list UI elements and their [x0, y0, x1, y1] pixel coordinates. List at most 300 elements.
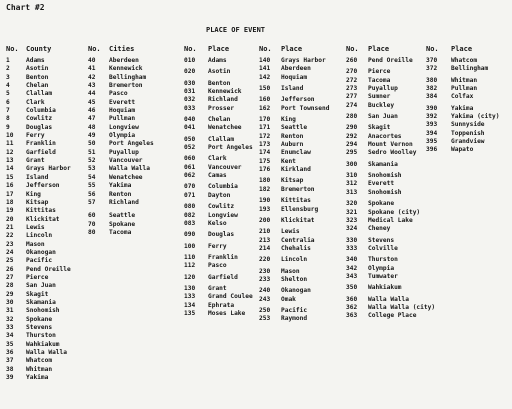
- entry-name: Chehalis: [281, 244, 311, 252]
- entry-number: 300: [346, 160, 358, 168]
- entry-number: 032: [184, 96, 196, 104]
- list-row: [346, 57, 435, 65]
- entry-number: 21: [6, 223, 14, 231]
- entry-number: 213: [259, 236, 271, 244]
- list-row: [88, 99, 154, 107]
- entry-number: 17: [6, 190, 14, 198]
- list-row: [88, 229, 154, 237]
- entry-name: Kennewick: [109, 65, 143, 73]
- list-row: [6, 307, 71, 315]
- entry-name: Renton: [281, 132, 304, 140]
- entry-number: 193: [259, 205, 271, 213]
- entry-name: Kitsap: [281, 177, 304, 185]
- entry-number: 370: [426, 57, 438, 64]
- list-row: [259, 74, 329, 82]
- header-no-county: No.: [6, 45, 19, 53]
- entry-name: Whitman: [26, 365, 53, 373]
- list-row: [346, 189, 435, 197]
- entry-number: 3: [6, 73, 10, 81]
- entry-name: Spokane: [109, 220, 136, 228]
- entry-name: Stevens: [26, 324, 53, 331]
- entry-name: Longview: [208, 211, 238, 219]
- entry-name: Thurston: [26, 332, 56, 340]
- list-row: [6, 65, 71, 73]
- list-row: [88, 132, 154, 140]
- entry-name: Hoquiam: [109, 107, 136, 115]
- entry-number: 340: [346, 256, 358, 264]
- list-row: [259, 217, 329, 225]
- entry-name: Chelan: [26, 82, 49, 90]
- entry-number: 23: [6, 240, 14, 248]
- list-row: [88, 174, 154, 182]
- entry-name: Cowlitz: [26, 115, 53, 123]
- header-no-cities: No.: [88, 45, 101, 53]
- entry-name: Toppenish: [451, 129, 485, 137]
- entry-number: 37: [6, 357, 14, 365]
- list-row: [346, 124, 435, 132]
- list-row: [184, 220, 253, 228]
- list-row: [346, 265, 435, 273]
- list-row: [88, 74, 154, 82]
- list-row: [259, 65, 329, 73]
- entry-name: Pend Oreille: [26, 265, 71, 273]
- entry-name: Pierce: [368, 68, 391, 76]
- list-row: [88, 182, 154, 190]
- entry-name: Grays Harbor: [26, 165, 71, 173]
- list-row: [6, 374, 71, 382]
- cities-list: [88, 57, 154, 237]
- entry-name: Pend Oreille: [368, 57, 413, 64]
- list-row: [6, 274, 71, 282]
- entry-number: 29: [6, 290, 14, 298]
- list-row: [346, 93, 435, 101]
- entry-number: 30: [6, 298, 14, 306]
- entry-number: 323: [346, 216, 358, 224]
- entry-name: Snohomish: [26, 307, 60, 315]
- list-row: [259, 228, 329, 236]
- list-row: [259, 141, 329, 149]
- entry-name: Sunnyside: [451, 121, 485, 129]
- entry-number: 173: [259, 141, 271, 149]
- entry-number: 060: [184, 155, 196, 163]
- header-place-2: Place: [281, 45, 303, 53]
- entry-number: 030: [184, 79, 196, 87]
- entry-name: Renton: [109, 190, 132, 198]
- list-row: [259, 124, 329, 132]
- entry-number: 321: [346, 208, 358, 216]
- list-row: [259, 287, 329, 295]
- entry-number: 162: [259, 104, 271, 112]
- list-row: [6, 282, 71, 290]
- list-row: [346, 256, 435, 264]
- entry-number: 35: [6, 340, 14, 348]
- entry-name: Garfield: [26, 148, 56, 156]
- entry-number: 24: [6, 248, 14, 256]
- entry-number: 31: [6, 307, 14, 315]
- list-row: [6, 82, 71, 90]
- entry-name: Island: [281, 85, 304, 93]
- entry-name: Whatcom: [451, 57, 478, 64]
- entry-name: Walla Walla: [368, 295, 409, 303]
- entry-name: Kittitas: [281, 197, 311, 205]
- entry-number: 15: [6, 173, 14, 181]
- entry-number: 031: [184, 88, 196, 96]
- entry-number: 8: [6, 115, 10, 123]
- entry-number: 22: [6, 232, 14, 240]
- entry-name: Bremerton: [281, 185, 315, 193]
- entry-number: 396: [426, 146, 438, 154]
- entry-name: Skagit: [26, 290, 49, 298]
- entry-name: Raymond: [281, 315, 308, 323]
- place-list-1: [184, 57, 253, 318]
- entry-number: 160: [259, 96, 271, 104]
- list-row: [426, 121, 499, 129]
- entry-number: 320: [346, 200, 358, 208]
- entry-number: 363: [346, 312, 358, 320]
- list-row: [259, 158, 329, 166]
- entry-number: 313: [346, 188, 358, 196]
- list-row: [88, 212, 154, 220]
- entry-number: 230: [259, 267, 271, 275]
- entry-name: Island: [26, 173, 49, 181]
- list-row: [259, 276, 329, 284]
- entry-number: 56: [88, 190, 96, 198]
- entry-number: 51: [88, 148, 96, 156]
- entry-number: 180: [259, 177, 271, 185]
- list-row: [6, 232, 71, 240]
- list-row: [346, 149, 435, 157]
- list-row: [6, 182, 71, 190]
- list-row: [184, 96, 253, 104]
- entry-name: Seattle: [109, 212, 136, 220]
- entry-number: 372: [426, 65, 438, 73]
- entry-number: 382: [426, 85, 438, 93]
- entry-number: 47: [88, 115, 96, 123]
- list-row: [346, 296, 435, 304]
- entry-number: 176: [259, 166, 271, 174]
- entry-name: Bellingham: [451, 65, 489, 73]
- entry-number: 040: [184, 116, 196, 124]
- entry-number: 333: [346, 244, 358, 252]
- entry-name: Everett: [109, 98, 136, 106]
- list-row: [184, 68, 253, 76]
- list-row: [88, 124, 154, 132]
- list-row: [259, 105, 329, 113]
- list-row: [259, 85, 329, 93]
- entry-number: 18: [6, 198, 14, 206]
- entry-name: Colfax: [451, 93, 474, 101]
- entry-name: Lincoln: [281, 256, 308, 264]
- entry-name: Klickitat: [281, 216, 315, 224]
- entry-number: 190: [259, 197, 271, 205]
- entry-name: Mason: [26, 240, 45, 248]
- entry-name: Skamania: [26, 298, 56, 306]
- entry-number: 40: [88, 57, 96, 64]
- section-title: PLACE OF EVENT: [206, 26, 266, 34]
- list-row: [6, 115, 71, 123]
- entry-name: Port Angeles: [109, 140, 154, 148]
- list-row: [184, 274, 253, 282]
- entry-number: 140: [259, 57, 271, 64]
- entry-number: 110: [184, 253, 196, 261]
- entry-name: Tumwater: [368, 272, 398, 280]
- list-row: [346, 273, 435, 281]
- entry-number: 6: [6, 98, 10, 106]
- list-row: [426, 85, 499, 93]
- entry-name: Skamania: [368, 160, 398, 168]
- list-row: [88, 82, 154, 90]
- entry-number: 360: [346, 295, 358, 303]
- list-row: [259, 268, 329, 276]
- list-row: [6, 316, 71, 324]
- entry-name: Lewis: [26, 223, 45, 231]
- list-row: [259, 133, 329, 141]
- entry-number: 5: [6, 90, 10, 98]
- entry-name: Franklin: [208, 253, 238, 261]
- entry-name: Olympia: [368, 264, 395, 272]
- list-row: [259, 57, 329, 65]
- list-row: [6, 249, 71, 257]
- entry-number: 39: [6, 374, 14, 382]
- entry-number: 25: [6, 257, 14, 265]
- entry-number: 100: [184, 242, 196, 250]
- list-row: [346, 225, 435, 233]
- list-row: [6, 157, 71, 165]
- entry-name: Clark: [26, 98, 45, 106]
- entry-name: Grant: [208, 284, 227, 292]
- entry-name: Wenatchee: [208, 124, 242, 132]
- entry-name: Dayton: [208, 191, 231, 199]
- entry-name: King: [281, 116, 296, 124]
- list-row: [259, 307, 329, 315]
- entry-name: Okanogan: [281, 287, 311, 295]
- entry-name: Ephrata: [208, 301, 235, 309]
- entry-number: 200: [259, 216, 271, 224]
- entry-number: 062: [184, 172, 196, 180]
- entry-number: 090: [184, 231, 196, 239]
- entry-name: Jefferson: [281, 96, 315, 104]
- list-row: [184, 116, 253, 124]
- list-row: [346, 200, 435, 208]
- entry-number: 083: [184, 219, 196, 227]
- entry-number: 49: [88, 132, 96, 140]
- list-row: [426, 65, 499, 73]
- entry-name: Hoquiam: [281, 73, 308, 81]
- entry-number: 312: [346, 180, 358, 188]
- entry-number: 142: [259, 73, 271, 81]
- entry-name: Yakima (city): [451, 113, 500, 121]
- entry-name: Pullman: [109, 115, 136, 123]
- entry-name: Adams: [26, 57, 45, 64]
- entry-name: Whitman: [451, 76, 478, 84]
- list-row: [6, 241, 71, 249]
- entry-number: 28: [6, 282, 14, 290]
- entry-number: 390: [426, 104, 438, 112]
- entry-number: 130: [184, 284, 196, 292]
- entry-number: 050: [184, 135, 196, 143]
- entry-name: Douglas: [208, 231, 235, 239]
- entry-name: Vancouver: [208, 163, 242, 171]
- entry-name: Grays Harbor: [281, 57, 326, 64]
- list-row: [6, 90, 71, 98]
- list-row: [6, 140, 71, 148]
- list-row: [259, 256, 329, 264]
- list-row: [184, 183, 253, 191]
- list-row: [426, 77, 499, 85]
- list-row: [88, 157, 154, 165]
- list-row: [346, 209, 435, 217]
- entry-name: Columbia: [208, 183, 238, 191]
- entry-number: 294: [346, 141, 358, 149]
- list-row: [346, 284, 435, 292]
- entry-number: 350: [346, 284, 358, 292]
- entry-name: Kittitas: [26, 207, 56, 215]
- list-row: [6, 124, 71, 132]
- entry-number: 42: [88, 73, 96, 81]
- entry-name: Buckley: [368, 101, 395, 109]
- entry-number: 290: [346, 124, 358, 132]
- entry-name: Enumclaw: [281, 149, 311, 157]
- entry-number: 150: [259, 85, 271, 93]
- list-row: [88, 191, 154, 199]
- list-row: [259, 206, 329, 214]
- list-row: [346, 161, 435, 169]
- entry-number: 80: [88, 228, 96, 236]
- entry-name: Vancouver: [109, 157, 143, 165]
- entry-name: Pacific: [281, 306, 308, 314]
- list-row: [6, 266, 71, 274]
- entry-name: Richland: [208, 96, 238, 104]
- entry-number: 292: [346, 132, 358, 140]
- entry-number: 175: [259, 157, 271, 165]
- entry-number: 280: [346, 113, 358, 121]
- entry-name: Cheney: [368, 225, 391, 233]
- entry-name: Shelton: [281, 275, 308, 283]
- entry-name: Kelso: [208, 219, 227, 227]
- list-row: [426, 138, 499, 146]
- place-list-2: [259, 57, 329, 324]
- entry-name: Lewis: [281, 228, 300, 236]
- entry-number: 33: [6, 324, 14, 331]
- list-row: [346, 172, 435, 180]
- entry-name: Omak: [281, 295, 296, 303]
- entry-name: San Juan: [368, 113, 398, 121]
- header-no-place-3: No.: [346, 45, 359, 53]
- entry-name: Sedro Woolley: [368, 149, 417, 157]
- list-row: [6, 149, 71, 157]
- entry-number: 170: [259, 116, 271, 124]
- entry-number: 010: [184, 57, 196, 64]
- entry-name: Grand Coulee: [208, 293, 253, 301]
- entry-name: Colville: [368, 244, 398, 252]
- entry-name: Lincoln: [26, 232, 53, 240]
- list-row: [6, 99, 71, 107]
- list-row: [346, 77, 435, 85]
- entry-number: 041: [184, 124, 196, 132]
- entry-number: 395: [426, 138, 438, 146]
- entry-number: 16: [6, 182, 14, 190]
- header-place-4: Place: [451, 45, 473, 53]
- list-row: [426, 105, 499, 113]
- list-row: [6, 191, 71, 199]
- list-row: [259, 149, 329, 157]
- entry-name: Pierce: [26, 273, 49, 281]
- list-row: [184, 105, 253, 113]
- entry-number: 310: [346, 172, 358, 180]
- entry-number: 120: [184, 273, 196, 281]
- list-row: [259, 96, 329, 104]
- entry-name: Grandview: [451, 138, 485, 146]
- entry-number: 32: [6, 315, 14, 323]
- entry-number: 34: [6, 332, 14, 340]
- entry-number: 14: [6, 165, 14, 173]
- header-cities: Cities: [109, 45, 135, 53]
- entry-name: Douglas: [26, 123, 53, 131]
- entry-name: Snohomish: [368, 188, 402, 196]
- list-row: [346, 312, 435, 320]
- list-row: [259, 245, 329, 253]
- entry-name: Adams: [208, 57, 227, 64]
- entry-number: 342: [346, 264, 358, 272]
- entry-number: 061: [184, 163, 196, 171]
- list-row: [259, 237, 329, 245]
- entry-name: Pacific: [26, 257, 53, 265]
- list-row: [346, 113, 435, 121]
- list-row: [346, 68, 435, 76]
- entry-name: Grant: [26, 157, 45, 165]
- entry-number: 343: [346, 272, 358, 280]
- entry-name: Mount Vernon: [368, 141, 413, 149]
- list-row: [88, 90, 154, 98]
- entry-number: 324: [346, 225, 358, 233]
- list-row: [184, 262, 253, 270]
- place-list-3: [346, 57, 435, 321]
- entry-number: 052: [184, 144, 196, 152]
- entry-number: 182: [259, 185, 271, 193]
- entry-name: Camas: [208, 172, 227, 180]
- entry-number: 273: [346, 85, 358, 93]
- header-county: County: [26, 45, 52, 53]
- entry-name: Seattle: [281, 124, 308, 132]
- list-row: [426, 93, 499, 101]
- entry-number: 10: [6, 132, 14, 140]
- entry-name: Stevens: [368, 236, 395, 244]
- entry-name: Kennewick: [208, 88, 242, 96]
- entry-name: Columbia: [26, 107, 56, 115]
- entry-name: Kirkland: [281, 166, 311, 174]
- entry-name: Asotin: [26, 65, 49, 73]
- list-row: [259, 177, 329, 185]
- entry-number: 11: [6, 140, 14, 148]
- entry-number: 270: [346, 68, 358, 76]
- entry-number: 13: [6, 157, 14, 165]
- entry-name: Benton: [26, 73, 49, 81]
- entry-number: 1: [6, 57, 10, 64]
- entry-number: 210: [259, 228, 271, 236]
- entry-name: Yakima: [451, 104, 474, 112]
- entry-number: 26: [6, 265, 14, 273]
- entry-name: Clallam: [26, 90, 53, 98]
- entry-name: Bellingham: [109, 73, 147, 81]
- list-row: [184, 164, 253, 172]
- entry-number: 54: [88, 173, 96, 181]
- entry-number: 260: [346, 57, 358, 64]
- entry-name: Kent: [281, 157, 296, 165]
- entry-name: Cowlitz: [208, 203, 235, 211]
- list-row: [184, 293, 253, 301]
- list-row: [426, 130, 499, 138]
- entry-number: 020: [184, 68, 196, 76]
